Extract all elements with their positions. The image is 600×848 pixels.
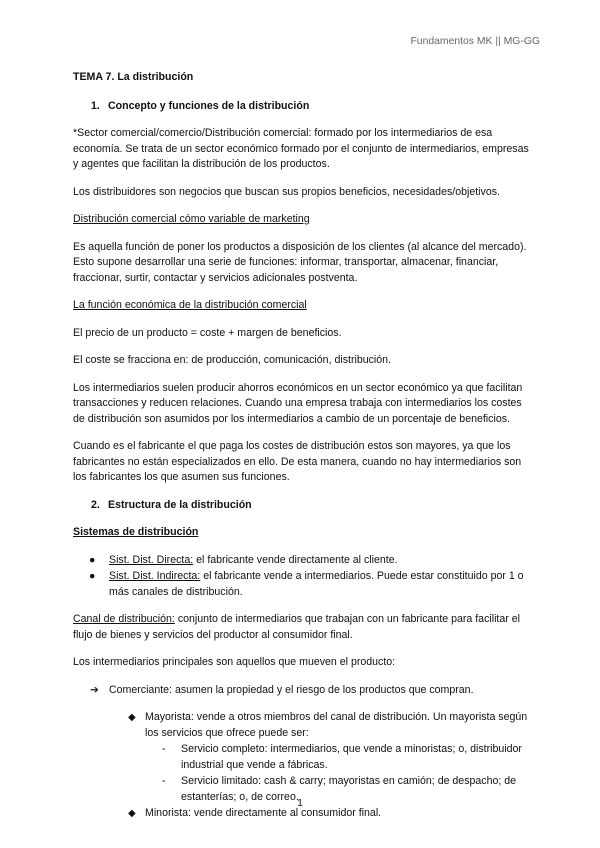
paragraph — [73, 612, 529, 643]
list-item-term: Sist. Dist. Directa: — [109, 553, 194, 566]
list-item — [73, 742, 529, 773]
document-body — [73, 70, 529, 823]
section-2-heading — [73, 498, 529, 514]
paragraph: Es aquella función de poner los productos a disposición de los clientes (al alcance del mercado). Esto supone desarrollar una serie de funciones: informar, transportar, almacenar, financiar, fraccionar, surtir, contactar y servicios adicionales postventa. — [73, 240, 527, 284]
list-item-term: Sist. Dist. Indirecta: — [109, 570, 201, 582]
section-title: Estructura de la distribución — [108, 498, 252, 511]
paragraph: *Sector comercial/comercio/Distribución comercial: formado por los intermediarios de esa economía. Se trata de un sector económico formado por el conjunto de intermediarios, empresas y agentes que facilitan la distribución de los productos. — [73, 127, 529, 170]
paragraph: Los intermediarios suelen producir ahorros económicos en un sector económico ya que facilitan transacciones y reducen relaciones. Cuando una empresa trabaja con intermediarios los costes de distribución son asumidos por los intermediarios a cambio de un porcentaje de beneficios. — [73, 381, 523, 425]
subheading: Sistemas de distribución — [73, 526, 199, 538]
list-item-text: Mayorista: vende a otros miembros del canal de distribución. Un mayorista según los servicios que ofrece puede ser: — [145, 711, 528, 739]
page-header: Fundamentos MK || MG-GG — [410, 36, 540, 47]
list-item-text: Servicio completo: intermediarios, que vende a minoristas; o, distribuidor industrial que vende a fábricas. — [181, 743, 522, 771]
section-1-heading — [73, 99, 529, 115]
paragraph: El coste se fracciona en: de producción, comunicación, distribución. — [73, 354, 391, 366]
list-item — [73, 553, 529, 569]
paragraph: Cuando es el fabricante el que paga los costes de distribución estos son mayores, ya que los fabricantes no están especializados en ello. De esta manera, cuando no hay intermediarios son los fabricantes los que asumen sus funciones. — [73, 440, 522, 483]
list-item-text: Minorista: vende directamente al consumidor final. — [145, 807, 382, 819]
section-title: Concepto y funciones de la distribución — [108, 99, 310, 112]
paragraph: Los distribuidores son negocios que buscan sus propios beneficios, necesidades/objetivos. — [73, 185, 500, 198]
dash-bullet-icon: - — [162, 743, 166, 755]
paragraph: El precio de un producto = coste + margen de beneficios. — [73, 326, 342, 339]
arrow-icon: ➔ — [90, 683, 99, 696]
list-item-text: el fabricante vende a intermediarios. Puede estar constituido por 1 o más canales de distribución. — [109, 570, 524, 598]
definition-text: conjunto de intermediarios que trabajan con un fabricante para facilitar el flujo de bienes y servicios del productor al consumidor final. — [73, 613, 520, 641]
section-number: 2. — [91, 498, 100, 511]
diamond-bullet-icon: ◆ — [128, 808, 136, 819]
list-item — [73, 683, 529, 699]
bullet-icon: ● — [89, 553, 96, 566]
diamond-bullet-icon: ◆ — [128, 712, 136, 723]
dash-bullet-icon: - — [162, 775, 166, 787]
list-item-text: el fabricante vende directamente al cliente. — [193, 553, 398, 566]
subheading: Distribución comercial cómo variable de marketing — [73, 213, 310, 225]
definition-term: Canal de distribución: — [73, 613, 175, 625]
document-title: TEMA 7. La distribución — [73, 71, 194, 83]
list-item-text: Servicio limitado: cash & carry; mayoristas en camión; de despacho; de estanterías; o, de correo. — [181, 775, 517, 803]
list-item — [73, 569, 529, 600]
bullet-list — [73, 553, 529, 601]
bullet-icon: ● — [89, 570, 96, 582]
list-item-text: Comerciante: asumen la propiedad y el riesgo de los productos que compran. — [109, 683, 474, 696]
subheading: La función económica de la distribución comercial — [73, 299, 307, 311]
paragraph: Los intermediarios principales son aquellos que mueven el producto: — [73, 656, 396, 668]
section-number: 1. — [91, 99, 100, 112]
page-number: 1 — [297, 798, 303, 809]
list-item — [73, 710, 529, 741]
